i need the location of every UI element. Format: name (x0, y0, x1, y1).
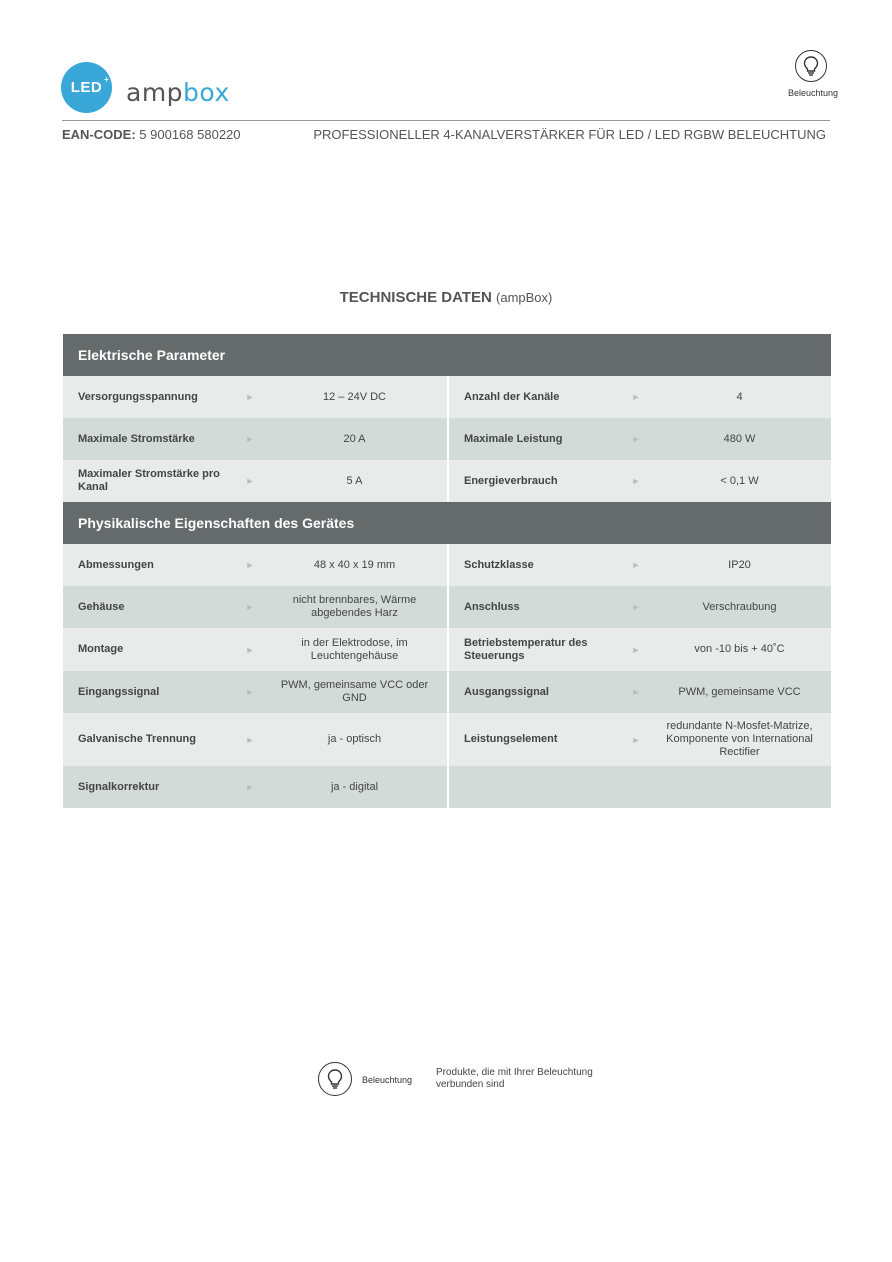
arrow-icon: ► (631, 644, 641, 655)
arrow-icon: ► (245, 476, 255, 486)
category-label: Beleuchtung (787, 88, 839, 98)
arrow-icon: ► (631, 476, 641, 486)
section-heading: Elektrische Parameter (63, 334, 831, 376)
spec-value: in der Elektrodose, im Leuchtengehäuse (301, 636, 408, 662)
spec-label: Maximaler Stromstärke pro Kanal (78, 468, 220, 493)
spec-label: Versorgungsspannung (78, 390, 198, 403)
spec-table (63, 334, 831, 808)
spec-value: IP20 (728, 558, 751, 571)
spec-label: Ausgangssignal (464, 685, 549, 698)
spec-value: 5 A (346, 474, 363, 487)
arrow-icon: ► (245, 434, 255, 444)
table-row (63, 671, 831, 713)
spec-label: Signalkorrektur (78, 780, 160, 793)
spec-label: Eingangssignal (78, 685, 160, 698)
arrow-icon: ► (245, 392, 255, 402)
spec-value: 20 A (343, 432, 366, 445)
spec-label: Maximale Stromstärke (78, 432, 195, 445)
arrow-icon: ► (631, 687, 641, 697)
arrow-icon: ► (631, 734, 641, 745)
spec-label: Energieverbrauch (464, 474, 558, 487)
spec-value: ja - optisch (327, 733, 382, 745)
spec-label: Betriebstemperatur des Steuerungs (464, 636, 588, 662)
spec-value: Verschraubung (702, 600, 777, 613)
table-row (63, 544, 831, 586)
spec-label: Anschluss (464, 600, 520, 613)
table-row (63, 713, 831, 766)
brand-part-b: box (183, 78, 230, 107)
legend-label: Beleuchtung (362, 1075, 413, 1085)
spec-label: Maximale Leistung (464, 432, 563, 445)
arrow-icon: ► (245, 644, 255, 655)
ean-value: 5 900168 580220 (139, 127, 241, 142)
spec-value: von -10 bis + 40˚C (694, 643, 785, 655)
spec-value: 12 – 24V DC (323, 390, 386, 403)
arrow-icon: ► (631, 602, 641, 612)
brand-part-a: amp (126, 78, 184, 107)
lightbulb-icon (318, 1062, 352, 1096)
spec-label: Anzahl der Kanäle (464, 390, 560, 403)
page-title-sub: (ampBox) (496, 290, 553, 305)
ean-code (62, 127, 241, 142)
spec-label: Montage (78, 643, 124, 655)
table-row (63, 376, 831, 418)
spec-label: Leistungselement (464, 733, 558, 745)
spec-value: ja - digital (330, 780, 379, 793)
product-subtitle: PROFESSIONELLER 4-KANALVERSTÄRKER FÜR LED / LED RGBW BELEUCHTUNG (313, 127, 826, 142)
spec-label: Abmessungen (78, 558, 154, 571)
table-row (63, 418, 831, 460)
logo-badge-text: LED (70, 79, 103, 96)
arrow-icon: ► (245, 560, 255, 570)
spec-label: Gehäuse (78, 600, 125, 613)
arrow-icon: ► (245, 734, 255, 745)
spec-label: Galvanische Trennung (78, 733, 196, 745)
table-row (63, 460, 831, 502)
ean-label: EAN-CODE: (62, 127, 136, 142)
table-row (63, 586, 831, 628)
section-heading: Physikalische Eigenschaften des Gerätes (63, 502, 831, 544)
arrow-icon: ► (245, 687, 255, 697)
header-divider (62, 120, 830, 121)
spec-value: 480 W (723, 432, 756, 445)
spec-value: PWM, gemeinsame VCC oder GND (280, 679, 429, 704)
page-title-main: TECHNISCHE DATEN (339, 289, 492, 306)
arrow-icon: ► (631, 392, 641, 402)
spec-value: 4 (736, 390, 743, 403)
lightbulb-icon (795, 50, 827, 82)
page-title (0, 289, 892, 306)
arrow-icon: ► (245, 602, 255, 612)
legend-description: Produkte, die mit Ihrer Beleuchtung verbunden sind (436, 1067, 593, 1090)
logo-badge-sup: + (104, 75, 110, 84)
spec-value: PWM, gemeinsame VCC (678, 685, 801, 698)
brand-name (126, 78, 230, 107)
spec-value: 48 x 40 x 19 mm (313, 558, 396, 571)
arrow-icon: ► (245, 782, 255, 792)
table-row (63, 628, 831, 671)
spec-value: < 0,1 W (720, 474, 759, 487)
led-logo (61, 62, 112, 113)
arrow-icon: ► (631, 560, 641, 570)
spec-value: redundante N-Mosfet-Matrize, Komponente von International Rectifier (666, 720, 813, 758)
spec-label: Schutzklasse (464, 558, 534, 571)
table-row (63, 766, 831, 808)
arrow-icon: ► (631, 434, 641, 444)
spec-value: nicht brennbares, Wärme abgebendes Harz (292, 594, 417, 619)
